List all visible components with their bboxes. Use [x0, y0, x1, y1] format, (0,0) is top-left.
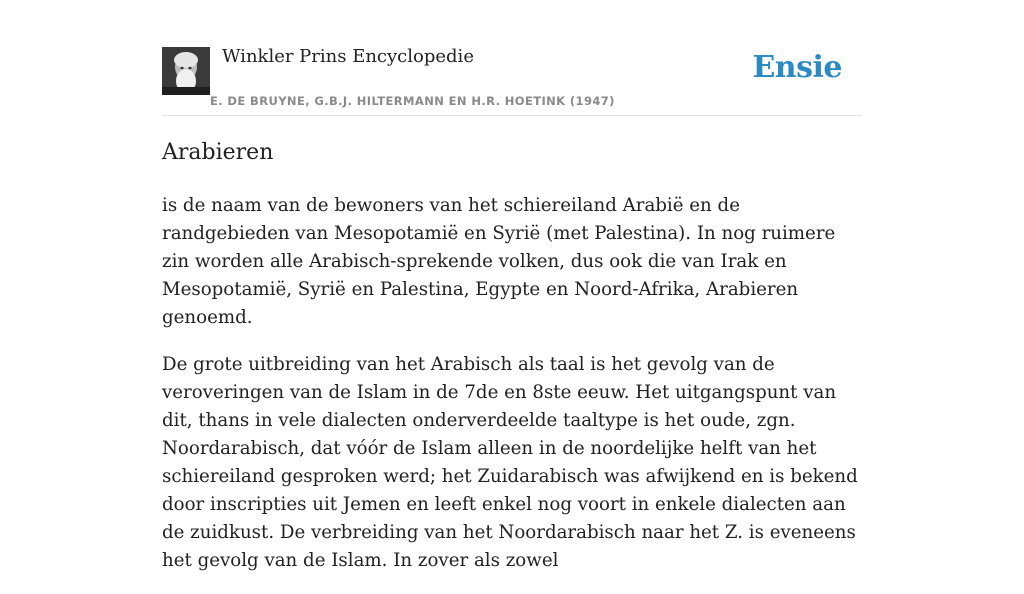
entry-title: Arabieren — [162, 140, 274, 165]
portrait-graphic — [162, 47, 210, 95]
ensie-logo[interactable]: Ensie — [752, 50, 842, 85]
author-portrait-icon[interactable] — [162, 47, 210, 95]
entry-paragraph: De grote uitbreiding van het Arabisch als taal is het gevolg van de veroveringen van de Islam in de 7de en 8ste eeuw. Het uitgangspunt van dit, thans in vele dialecten onderverdeelde taaltype is het oude, zgn. Noordarabisch, dat vóór de Islam alleen in de noordelijke helft van het schiereiland gesproken werd; het Zuidarabisch was afwijkend en is bekend door inscripties uit Jemen en leeft enkel nog voort in enkele dialecten aan de zuidkust. De verbreiding van het Noordarabisch naar het Z. is eveneens het gevolg van de Islam. In zover als zowel — [162, 354, 858, 571]
source-title[interactable]: Winkler Prins Encyclopedie — [222, 46, 474, 67]
source-authors: E. DE BRUYNE, G.B.J. HILTERMANN EN H.R. HOETINK (1947) — [210, 94, 615, 108]
source-header — [162, 0, 862, 116]
page-container — [162, 0, 862, 571]
entry-paragraph: is de naam van de bewoners van het schiereiland Arabië en de randgebieden van Mesopotamië en Syrië (met Palestina). In nog ruimere zin worden alle Arabisch-sprekende volken, dus ook die van Irak en Mesopotamië, Syrië en Palestina, Egypte en Noord-Afrika, Arabieren genoemd. — [162, 195, 836, 328]
entry-body — [162, 192, 862, 594]
